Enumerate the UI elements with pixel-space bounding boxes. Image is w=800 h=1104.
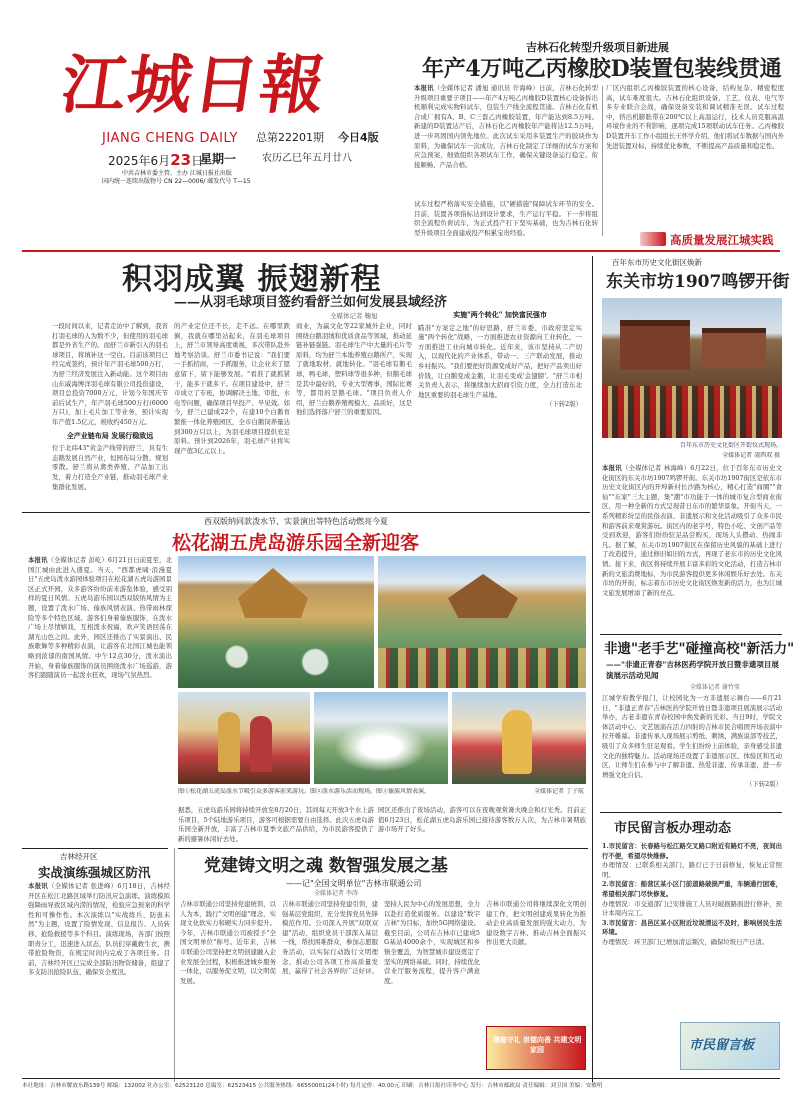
songhua-kicker: 西双版纳同款泼水节、实景演出等特色活动燃亮今夏	[204, 517, 388, 526]
message-item: 2.市民留言：船营区某小区门前道路破损严重，车辆通行困难，希望相关部门尽快修复。	[602, 880, 782, 899]
songhua-photo-2	[378, 556, 586, 688]
main-story-byline: 全媒体记者 鞠旭	[330, 312, 378, 320]
building-shape	[702, 328, 766, 368]
message-reply: 办理情况：市交通部门已安排施工人员对破损路面进行修补，预计本周内完工。	[602, 899, 782, 918]
east-market-body: 本报讯（全媒体记者 林海峰）6月22日，位于百年东市历史文化街区的东关市坊1907鸣锣开街。东关市坊1907街区是依东市历史文化街区内的开埠新村长沙路为核心，精心打造"商圈""食仙""东家"三大主题，集"潮"市功能于一体的城市复合型商业街区，用一种全新的方式呈现昔日东市的繁华景象。开街当天，一系列精彩纷呈的民俗表演、非遗展示和文化活动吸引了众多市民和游客前来观赏游玩。街区内的老字号、特色小吃、文创产品等受到欢迎，游客们纷纷驻足品尝购买，现场人头攒动、热闹非凡。据了解，东关市坊1907街区在保留历史风貌的基础上进行了改造提升，通过修旧如旧的方式，再现了老东市的历史文化风情。接下来，街区将持续开展丰富多彩的文化活动，打造吉林市新的文旅消费地标，为市民游客提供更多休闲娱乐好去处。东关市坊的开街，标志着东市历史文化街区焕发新的活力，也为江城文旅发展增添了新的亮点。	[602, 464, 782, 597]
main-story-subheadline: ——从羽毛球项目签约看舒兰如何发展县域经济	[174, 295, 448, 310]
east-market-headline: 东关市坊1907鸣锣开街	[606, 272, 790, 292]
songhua-photo-1	[178, 556, 374, 688]
party-byline: 全媒体记者 李涛	[314, 890, 358, 897]
party-col2: 吉林市联通公司坚持党建引领，建强基层党组织，充分发挥党员先锋模范作用。公司深入开展"双联双建"活动，组织党员干部深入基层一线，帮扶困难群众，参加志愿服务活动，以实际行动践行文明理念，推动公司各项工作高质量发展，赢得了社会各界的广泛好评。	[282, 900, 378, 976]
songhua-headline: 松花湖五虎岛游乐园全新迎客	[172, 532, 420, 554]
east-market-photo	[602, 298, 782, 438]
main-story-continued: （下转2版）	[545, 400, 582, 409]
top-story-headline: 年产4万吨乙丙橡胶D装置包装线贯通	[422, 56, 782, 82]
main-story-section-2: 实施"两个转化" 加快富民强市	[453, 310, 547, 319]
message-board-body	[602, 842, 782, 1026]
civility-ad-text: 遵德守礼 崇德向善 共建文明家园	[492, 1035, 582, 1054]
page-count: 今日4版	[338, 131, 379, 144]
cn-number: 国内统一连续出版物号 CN 22—0006/ 邮发代号 T—15	[102, 178, 251, 185]
civility-ad	[486, 1026, 586, 1070]
top-story-body-left: 本报讯（全媒体记者 潘旭 通讯员 许海峰）日前，吉林石化转型升级项目重要子项目——年产4万吨乙丙橡胶D装置核心设备拆出机顺利完成实物料试车，包装生产线全流程贯通。吉林石化有机合成厂拥有A、B、C三套乙丙橡胶装置，年产能达到8.5万吨。新建的D装置达产后，吉林石化乙丙橡胶年产能将达12.5万吨，进一步巩固国内领先地位。此次试车采用多装置生产的胶块作为原料，为确保试车一次成功，吉林石化制定了详细的试车方案和应急预案，细致组织各项试车工作，确保关键设备运行稳定、衔接顺畅、产品合格。	[414, 84, 598, 169]
top-story-body-mid: 厂区内组织乙丙橡胶装置的核心设备，结构复杂、精密程度高，试车难度很大。吉林石化组织设备、工艺、仪表、电气等多专业联合会战，确保设备安装和调试精准无误。试车过程中，挤出机膨胀带在200℃以上高温运行，技术人员克服高温环境作业的不利影响，逐项完成15项联动试车任务。乙丙橡胶D装置开车工作小组组长王怀学介绍，他们将试车数据与国内外先进装置对标，持续优化参数，不断提高产品质量和稳定性。	[606, 84, 784, 150]
slogan-banner: 高质量发展江城实践	[670, 233, 774, 247]
message-reply: 办理情况：环卫部门已增加清运频次，确保垃圾日产日清。	[602, 938, 769, 947]
drill-body: 本报讯（全媒体记者 张进峰）6月18日，吉林经开区在松江北路区域举行防汛应急演练。演练模拟强降雨导致区域内涝的情况，检验应急预案的科学性和可操作性。本次演练以"实战练兵、防患未然"为主题，设置了险情发现、信息报告、人员转移、抢险救援等多个科目。演练现场，各部门按照职责分工，迅速进入状态，队员们穿戴救生衣、携带抢险物资，在规定时间内完成了各项任务。目前，吉林经开区已完成全部防汛物资储备，组建了多支防汛抢险队伍，确保安全度汛。	[28, 882, 170, 977]
party-headline: 党建铸文明之魂 数智强发展之基	[204, 856, 448, 876]
drill-headline: 实战演练强城区防汛	[38, 865, 151, 880]
message-item: 1.市民留言：长春路与松江路交叉路口附近有路灯不亮，夜间出行不便，希望尽快维修。	[602, 842, 782, 860]
performer-shape	[502, 710, 532, 774]
party-subheadline: ——记"全国文明单位"吉林市联通公司	[286, 879, 422, 888]
newspaper-logo: 江城日報	[56, 48, 332, 123]
songhua-photo-5	[452, 692, 586, 784]
message-reply: 办理情况：已联系相关部门，路灯已于日前修复，恢复正常照明。	[602, 861, 782, 879]
party-col3: 坚持人民为中心的发展思想，全力以赴打造优质服务。以建设"数字吉林"为目标，加快5G网络建设。截至目前，公司在吉林市已建成5G基站4000余个，实现城区和乡镇全覆盖，为智慧城市建设奠定了坚实的网络基础。同时，持续优化营业厅服务流程，提升客户满意度。	[384, 900, 480, 985]
weekday: 星期一	[200, 152, 237, 166]
building-shape	[620, 320, 690, 370]
top-story-body-right: 试车过程严格落实安全措施，以"硬措施"保障试车环节的安全。目前，装置各项指标达到设计要求，生产运行平稳。下一步将组织全流程负荷试车，为正式投产打下坚实基础，也为吉林石化转型升级项目全面建成投产积累宝贵经验。	[414, 200, 598, 236]
main-story-col4: 实施"两个转化" 加快富民强市 瞄准"方案定之地"的好思路，舒兰市委、市政府坚定实施"两个转化"战略，一方面推进农业资源向工业转化，一方面推进工业向城市转化。近年来，该市坚持从二产切入，以现代化的产业体系，带动一、三产联动发展，推动乡村振兴。"我们要把好资源变成好产品，把好产品卖出好价钱，让白鹅变成金鹅，让羽毛变成'金翅膀'。"舒兰市相关负责人表示，将继续加大招商引资力度，全力打造东北地区重要的羽毛球生产基地。 （下转2版）	[418, 310, 582, 409]
dancer-shape	[218, 712, 240, 772]
message-board-banner	[680, 1022, 780, 1070]
issue-date: 2025年6月23日	[108, 151, 204, 169]
message-board-headline: 市民留言板办理动态	[614, 821, 732, 836]
dancer-shape	[250, 716, 272, 772]
pavilion-shape	[448, 574, 518, 618]
newspaper-pinyin: JIANG CHENG DAILY	[102, 131, 238, 146]
drill-kicker: 吉林经开区	[60, 852, 98, 861]
party-col4: 吉林市联通公司将继续深化文明创建工作，把文明创建成果转化为推动企业高质量发展的强大动力，为建设数字吉林、推动吉林全面振兴作出更大贡献。	[486, 900, 586, 947]
heritage-headline: 非遗"老手艺"碰撞高校"新活力"	[604, 641, 795, 657]
heritage-subheadline: ——"非遗正青春"吉林医药学院开放日暨非遗项目展演展示活动见闻	[606, 660, 779, 680]
main-story-section-1: 全产业链布局 发展行稳致远	[66, 430, 154, 440]
lunar-date: 农历乙巳年五月廿八	[262, 153, 352, 164]
east-market-caption: 百年东市历史文化街区开街仪式现场。	[679, 442, 782, 449]
crowd-shape	[378, 648, 586, 688]
heritage-continued: （下转2版）	[745, 780, 782, 789]
east-market-kicker: 百年东市历史文化街区焕新	[612, 258, 702, 267]
songhua-more-1: 据悉，五虎岛游乐园将持续开放至8月20日，其间每天开放3个水上游乐项目，5个陆地游乐项目，游客可根据需要自由选择。此次五虎岛游乐园全新开放，丰富了吉林市夏季文旅产品供给，为市民游客提供了新的避暑休闲好去处。	[178, 806, 374, 843]
water-spray-shape	[334, 722, 428, 772]
songhua-more-2: 园区还推出了夜场活动，游客可以在夜晚观赏篝火晚会和灯光秀。目前正值6月23日，松花湖五虎岛游乐园已接待游客数万人次，为吉林市暑期旅游市场开了好头。	[378, 806, 586, 834]
main-story-headline: 积羽成翼 振翅新程	[122, 262, 382, 297]
message-item: 3.市民留言：昌邑区某小区附近垃圾清运不及时，影响居民生活环境。	[602, 918, 782, 937]
songhua-photo-caption: 图①松花湖五虎岛泼水节吸引众多游客前来游玩。图②泼水游乐活动现场。图③傣族风情表演。	[178, 788, 431, 795]
songhua-photo-credit: 全媒体记者 丁子航	[534, 788, 584, 795]
heritage-byline: 全媒体记者 谢竹莹	[690, 684, 740, 691]
party-col1: 吉林市联通公司坚持党建统领，以人为本，践行"文明创建"理念，实现文化软实力和硬实力同步提升。今年，吉林市联通公司被授予"全国文明单位"称号。近年来，吉林市联通公司坚持把文明创建融入企业发展全过程，积极推进城乡服务一体化，以服务促文明，以文明促发展。	[180, 900, 276, 985]
crowd-shape	[602, 386, 782, 438]
slogan-ribbon	[640, 232, 666, 246]
songhua-body: 本报讯（全媒体记者 彭屹）6月21日日前夏至，北国江城由此进入盛夏。当天，"西都虎啸·浪漫夏日"五虎岛泼水游园体验项目在松花湖五虎岛游园景区正式开园，众多游客纷纷前来游览体验，感受别样的夏日风情。五虎岛游乐园以西双版纳风情为主题，设置了泼水广场、傣族风情表演、热带雨林探险等多个特色区域。游客们身着傣族服饰，在泼水广场上尽情嬉戏，互相泼水祝福，欢声笑语回荡在湖光山色之间。此外，园区还推出了实景演出、民族歌舞等多种精彩表演，让游客在北国江城也能领略到浓郁的南国风情。中午12点30分，泼水演出开始，身着傣族服饰的演员围绕泼水广场巡游，游客们跟随演员一起泼水狂欢，现场气氛热烈。	[28, 556, 172, 680]
songhua-photo-4	[314, 692, 448, 784]
east-market-credit: 全媒体记者 凌西双 摄	[722, 452, 780, 459]
publisher-line: 中共吉林市委主管、主办 江城日报社出版	[122, 170, 232, 177]
splash-shape	[178, 636, 374, 688]
main-story-col3: 商业，为赢文化等22家城外企业，同时围绕白鹅羽绒和优质食品等领域，推动延链补链强链。羽毛球生产中大量的毛片等原料，均为舒兰本地养殖白鹅所产，实现了就地取材、就地转化。"羽毛球有鹅毛球，鸭毛球，塑料球等很多种，但鹅毛球是其中最好的，专业大型赛事，国际比赛等，都用的是鹅毛球。"项目负责人介绍，舒兰白鹅养殖规模大、品质好，这是他们选择落户舒兰的重要原因。	[296, 322, 412, 417]
main-story-col1: 一段时间以来，记者走访中了解到，我省打羽毛球的人为数不少，但使用的羽毛球都是外省生产的。而舒兰市新引入的羽毛球项目，将填补这一空白。目前该项目已经完成签约，预计年产羽毛球500万打，为舒兰经济发展注入新动能。这个项目由山东威海博洋羽毛球有限公司投资建设，项目总投资7000万元，计划今年国庆节前后试生产，年产羽毛球500万打(6000万只)，加上毛片加工等业务，预计实现年产值1.5亿元，税收约450万元。 全产业链布局 发展行稳致远 位于北纬43°黄金产线带的舒兰，具有生态鹅发展自然产业，恒园布局分散、规划零散。舒兰将从禽类养殖、产品加工出发，着力打造全产业链，推动羽毛球产业集群化发展。	[52, 322, 168, 491]
top-story-kicker: 吉林石化转型升级项目新进展	[526, 41, 669, 54]
masthead	[22, 14, 382, 185]
songhua-photo-3	[178, 692, 310, 784]
heritage-body: 江城学府教学报门，让校园化为一方非遗展示舞台——6月21日，"非遗正青春"吉林医药学院开放日暨非遗项目展演展示活动举办，古老非遗在青春校园中焕发新的光彩。当日9时，学院文体活动中心、文艺展演在活力四射的吉林市民合唱团开场表演中拉开帷幕。非遗传承人现场展示剪纸、刺绣、满族说部等技艺，吸引了众多师生驻足观看。学生们纷纷上前体验，亲身感受非遗文化的独特魅力。活动现场还设置了非遗展示区、体验区和互动区，让师生们在参与中了解非遗、热爱非遗、传承非遗，进一步增强文化自信。 （下转2版）	[602, 694, 782, 789]
issue-number: 总第22201期	[256, 131, 324, 144]
footer-info: 本社地址：吉林市解放东路139号 邮编：132002 社办公室：62523120 总编室：62523415 公共服务热线：66550001(24小时) 每月定价：40.00元 印刷：吉林日报社印务中心 发行：吉林市邮政局 责任编辑：刘卫国 美编：安敏明	[22, 1083, 603, 1089]
message-board-banner-text: 市民留言板	[689, 1038, 755, 1053]
main-story-col2: 的产业定位还不长，走不远。在哪里跌倒，我就在哪里站起来，在羽毛球项目上，舒兰市领导高度重视，多次带队赴外地考察洽谈。舒兰市委书记说："我们要一手抓招商，一手抓服务，让企业来了愿意留下，留下能够发展。"看准了就抓紧干，能多干就多干。在项目建设中，舒兰市成立了专班，协调解决土地、审批、水电等问题，确保项目早投产、早见效。如今，舒兰已建成22个，在建10个白鹅育繁推一体化养殖园区，全市白鹅饲养量达到300万只以上，为羽毛球项目提供充足原料。预计到2026年，羽毛球产业将实现产值3亿元以上。	[174, 322, 290, 455]
temple-shape	[238, 568, 308, 618]
